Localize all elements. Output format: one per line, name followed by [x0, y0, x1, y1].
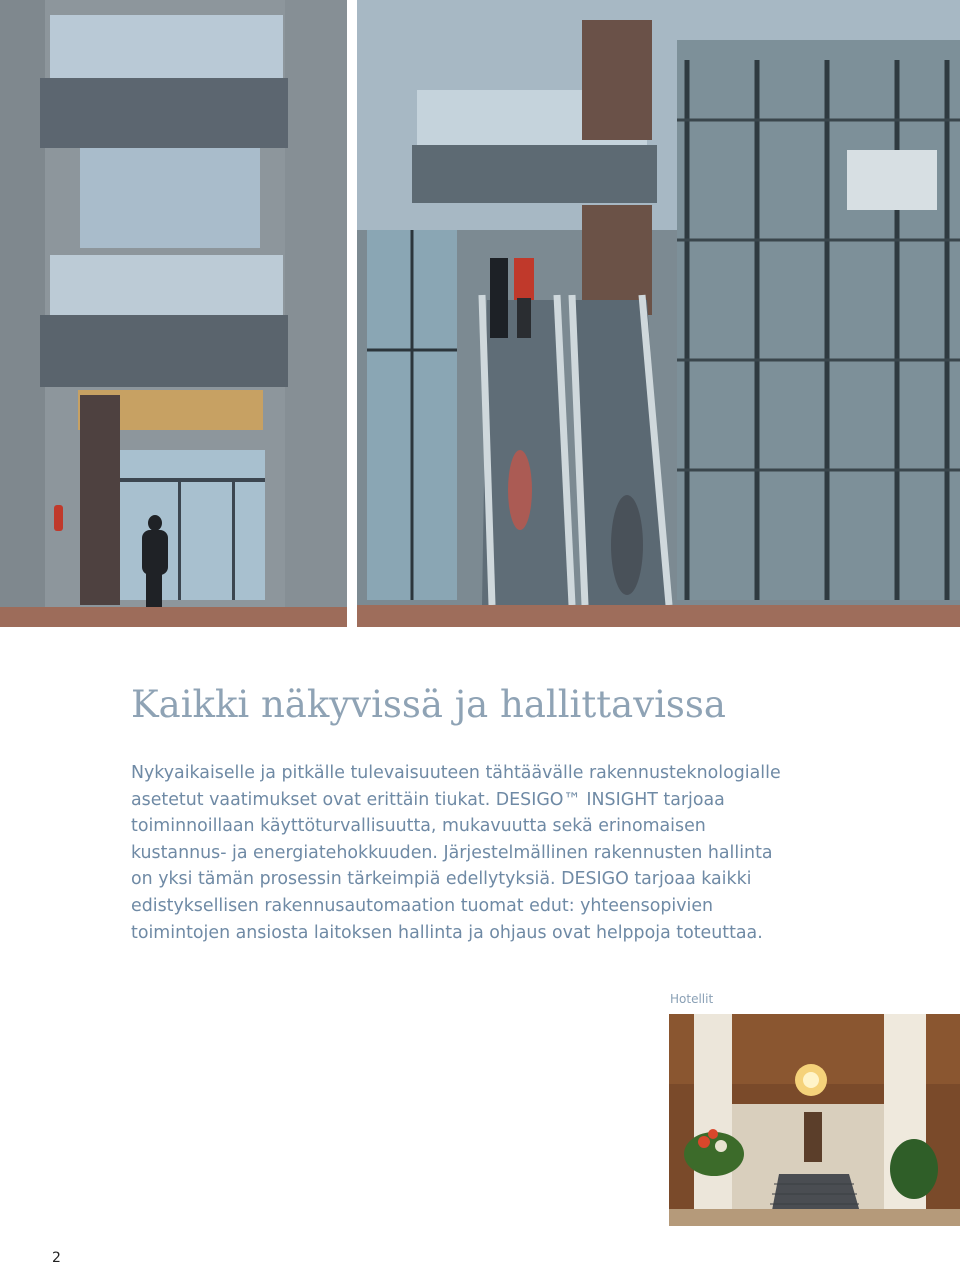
atrium-balconies-photo — [0, 0, 347, 627]
body-line: toiminnoillaan käyttöturvallisuutta, mukavuutta sekä erinomaisen — [131, 816, 706, 837]
escalator-atrium-photo — [357, 0, 960, 627]
body-line: on yksi tämän prosessin tärkeimpiä edellytyksiä. DESIGO tarjoaa kaikki — [131, 869, 752, 890]
body-line: Nykyaikaiselle ja pitkälle tulevaisuuteen tähtäävälle rakennusteknologialle — [131, 763, 781, 783]
body-line: edistyksellisen rakennusautomaation tuomat edut: yhteensopivien — [131, 895, 714, 916]
body-line: asetetut vaatimukset ovat erittäin tiukat. DESIGO™ INSIGHT tarjoaa — [131, 789, 725, 810]
page-number: 2 — [52, 1250, 61, 1266]
body-paragraph — [131, 760, 931, 946]
photo-caption: Hotellit — [670, 992, 714, 1006]
page-title: Kaikki näkyvissä ja hallittavissa — [131, 683, 726, 726]
body-line: kustannus- ja energiatehokkuuden. Järjestelmällinen rakennusten hallinta — [131, 842, 773, 863]
body-line: toimintojen ansiosta laitoksen hallinta ja ohjaus ovat helppoja toteuttaa. — [131, 922, 763, 943]
hotel-lobby-photo — [669, 1014, 960, 1226]
